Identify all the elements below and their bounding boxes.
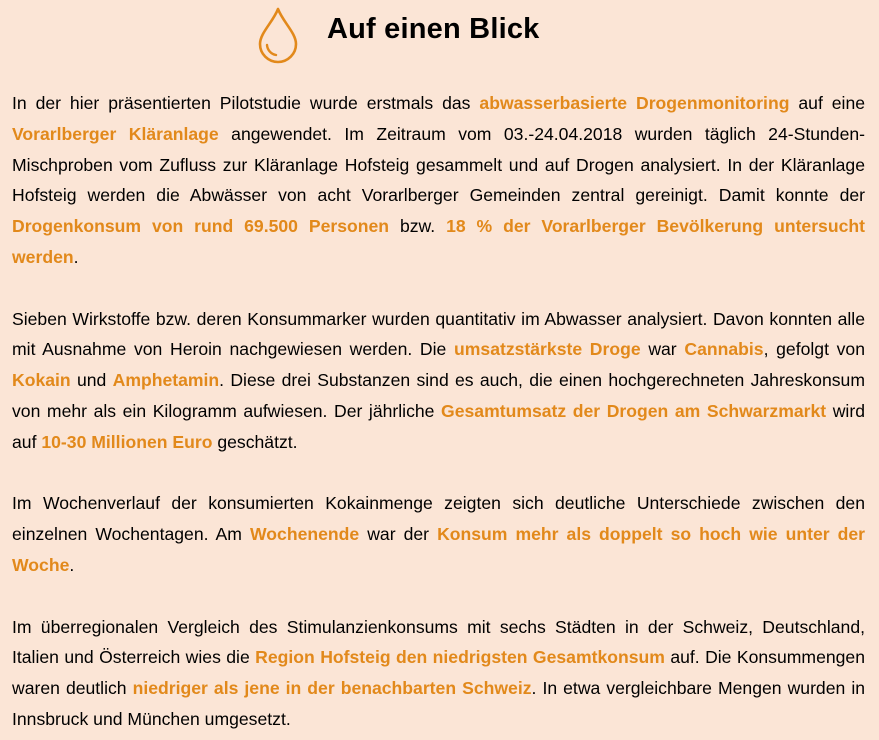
text-segment: bzw.	[389, 216, 447, 237]
text-segment: angewendet. Im Zeitraum vom 03.-24.04.2018 wurden täglich 24-Stunden-Mischproben vom Zufluss zur Kläranlage Hofsteig gesammelt und auf Drogen analysiert. In der Kläranlage Hofsteig werden die Abwässer von acht Vorarlberger Gemeinden zentral gereinigt. Damit konnte der	[12, 123, 866, 206]
highlighted-phrase: Kokain	[12, 370, 71, 391]
text-segment: wird auf	[12, 400, 865, 452]
paragraph-4	[12, 612, 865, 735]
text-segment: . In etwa vergleichbare Mengen wurden in Innsbruck und München umgesetzt.	[12, 678, 866, 729]
text-segment: und	[70, 370, 113, 391]
paragraph-2	[12, 304, 865, 458]
highlighted-phrase: abwasserbasierte Drogenmonitoring	[479, 93, 790, 113]
highlighted-phrase: Konsum mehr als doppelt so hoch wie unter der Woche	[12, 524, 865, 575]
summary-text	[12, 88, 865, 735]
highlighted-phrase: Amphetamin	[112, 370, 220, 391]
highlighted-phrase: Wochenende	[250, 524, 360, 545]
text-segment: , gefolgt von	[763, 339, 865, 360]
text-segment: Im überregionalen Vergleich des Stimulanzienkonsums mit sechs Städten in der Schweiz, Deutschland, Italien und Österreich wies die	[12, 616, 865, 668]
header	[0, 0, 879, 70]
highlighted-phrase: Cannabis	[684, 339, 764, 360]
text-segment: Sieben Wirkstoffe bzw. deren Konsummarker wurden quantitativ im Abwasser analysiert. Davon konnten alle mit Ausnahme von Heroin nachgewiesen werden. Die	[12, 308, 865, 360]
text-segment: .	[73, 246, 79, 267]
highlighted-phrase: 18 % der Vorarlberger Bevölkerung untersucht werden	[12, 216, 865, 267]
paragraph-1	[12, 88, 865, 273]
text-segment: .	[69, 554, 75, 575]
water-drop-icon	[255, 6, 301, 64]
paragraph-3	[12, 488, 865, 580]
highlighted-phrase: Gesamtumsatz der Drogen am Schwarzmarkt	[441, 400, 827, 421]
page-title: Auf einen Blick	[327, 13, 540, 45]
text-segment: geschätzt.	[212, 431, 298, 452]
highlighted-phrase: umsatzstärkste Droge	[454, 339, 641, 360]
highlighted-phrase: Region Hofsteig den niedrigsten Gesamtkonsum	[255, 647, 665, 668]
text-segment: war	[640, 339, 685, 360]
text-segment: war der	[359, 524, 438, 545]
highlighted-phrase: Vorarlberger Kläranlage	[12, 123, 219, 144]
highlighted-phrase: niedriger als jene in der benachbarten Schweiz	[132, 678, 532, 699]
highlighted-phrase: 10-30 Millionen Euro	[41, 431, 213, 452]
highlighted-phrase: Drogenkonsum von rund 69.500 Personen	[12, 216, 390, 237]
text-segment: auf. Die Konsummengen waren deutlich	[12, 647, 865, 699]
text-segment: In der hier präsentierten Pilotstudie wurde erstmals das	[12, 93, 480, 113]
text-segment: . Diese drei Substanzen sind es auch, die einen hochgerechneten Jahreskonsum von mehr als ein Kilogramm aufwiesen. Der jährliche	[12, 370, 865, 421]
text-segment: Im Wochenverlauf der konsumierten Kokainmenge zeigten sich deutliche Unterschiede zwischen den einzelnen Wochentagen. Am	[12, 493, 865, 545]
text-segment: auf eine	[789, 93, 866, 113]
